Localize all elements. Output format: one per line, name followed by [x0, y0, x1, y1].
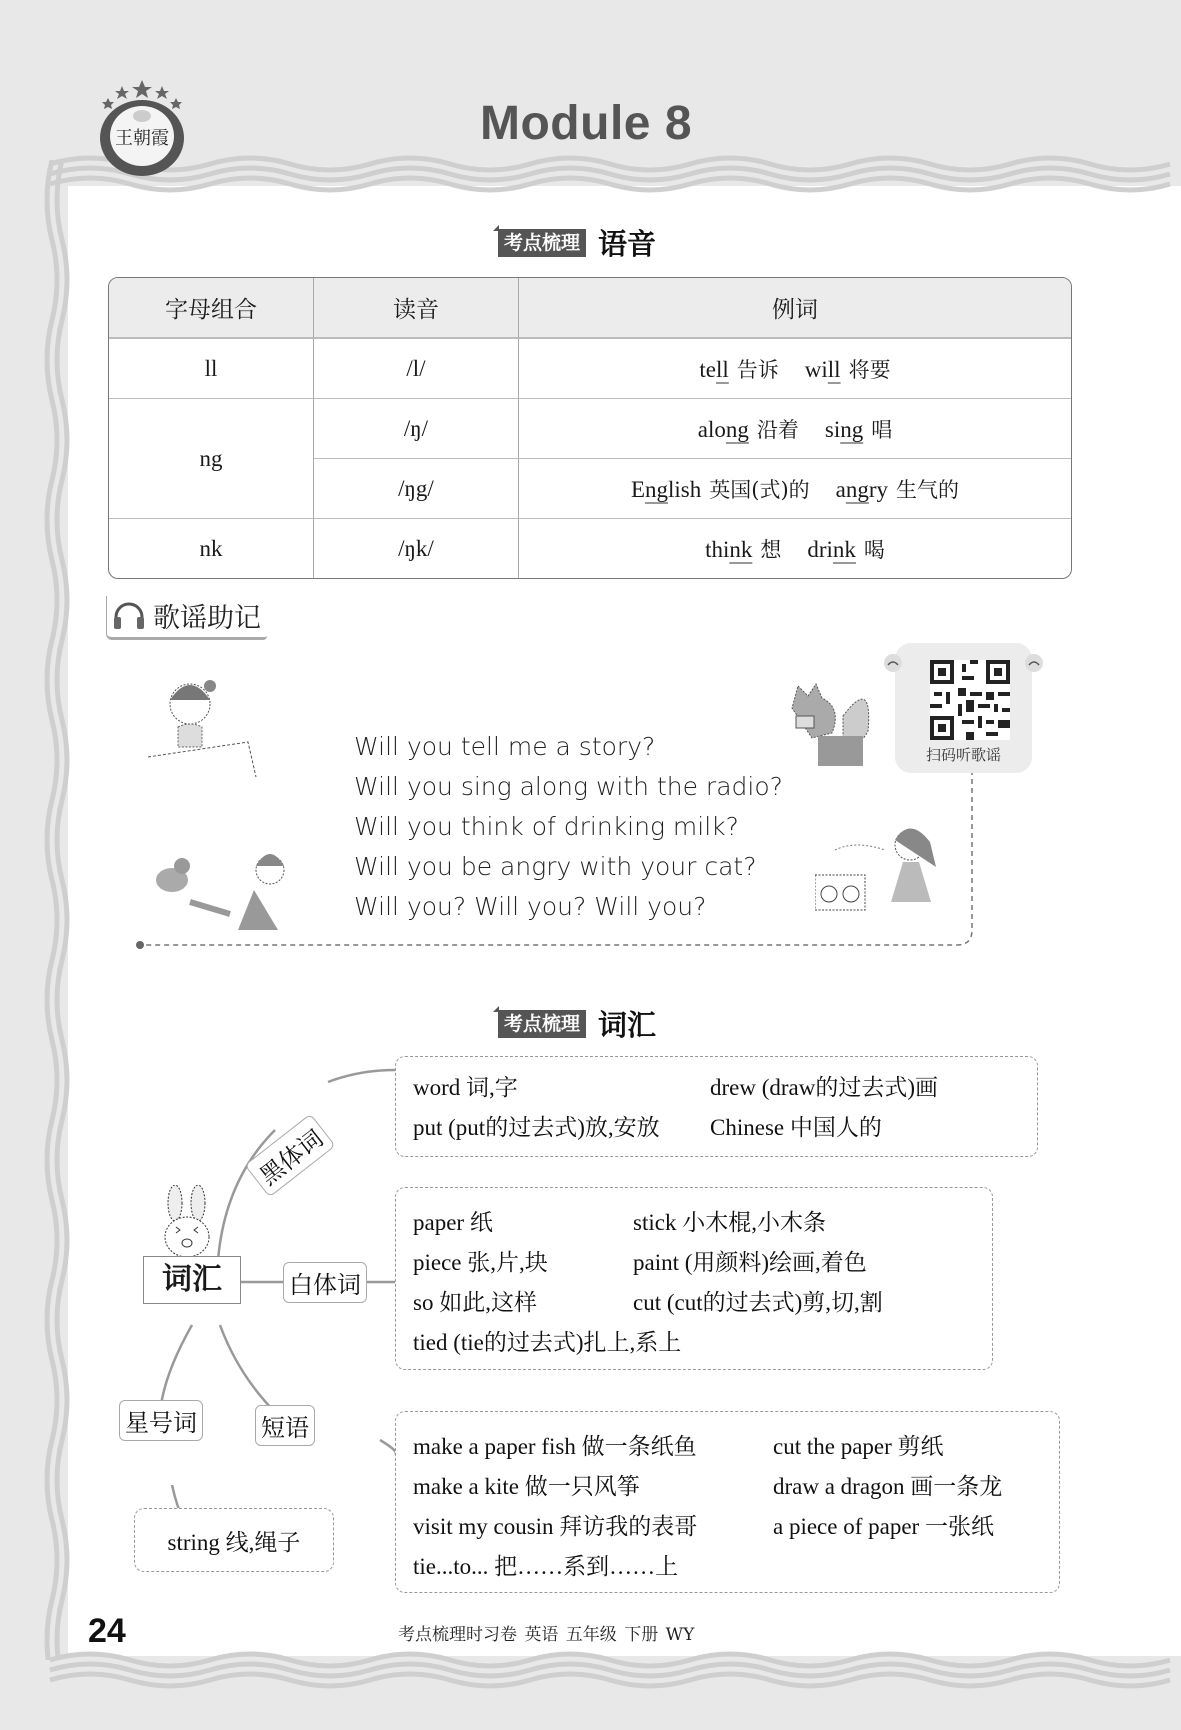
vocab-row: [413, 1320, 992, 1360]
vocab-row: [413, 1464, 1059, 1504]
book-info: 考点梳理时习卷 英语 五年级 下册 WY: [398, 1625, 695, 1645]
vocab-entry: visit my cousin 拜访我的表哥: [413, 1513, 698, 1539]
vocab-section-heading: [498, 1003, 656, 1044]
examples-cell: [519, 339, 1071, 399]
meaning: 唱: [871, 417, 893, 442]
example-word: [836, 477, 959, 502]
underlined-letters: ll: [827, 356, 841, 382]
star-word: string 线,绳子: [167, 1529, 301, 1555]
underlined-letters: ll: [716, 356, 729, 382]
vocab-entry: tied (tie的过去式)扎上,系上: [413, 1329, 682, 1355]
meaning: 沿着: [756, 417, 799, 442]
sound-cell: /ŋ/: [314, 399, 519, 459]
word-part: E: [630, 476, 646, 502]
phonics-table: [108, 277, 1072, 579]
meaning: 生气的: [896, 477, 960, 502]
lyric-line: Will you tell me a story?: [354, 732, 656, 761]
vocab-entry: paint (用颜料)绘画,着色: [633, 1249, 867, 1275]
vocab-entry: piece 张,片,块: [413, 1249, 548, 1275]
column-header: 例词: [519, 278, 1071, 339]
table-row: [109, 399, 1071, 459]
vocab-entry: word 词,字: [413, 1074, 518, 1100]
svg-text:王朝霞: 王朝霞: [115, 128, 169, 149]
vocab-entry: so 如此,这样: [413, 1289, 537, 1315]
section-title: 词汇: [598, 1008, 657, 1042]
branch-bold-words: 黑体词: [244, 1113, 335, 1197]
bottom-wave-border: [0, 1650, 1181, 1690]
example-word: [805, 357, 891, 382]
sound-cell: /ŋk/: [314, 519, 519, 578]
vocab-entry: Chinese 中国人的: [710, 1114, 882, 1140]
underlined-letters: ng: [725, 416, 749, 442]
example-word: [807, 537, 885, 562]
table-row: [109, 339, 1071, 399]
branch-star-words: 星号词: [119, 1400, 203, 1441]
meaning: 告诉: [736, 357, 779, 382]
vocab-row: [413, 1544, 1059, 1584]
song-lyrics: [354, 727, 783, 927]
underlined-letters: ng: [845, 476, 869, 502]
vocab-row: [413, 1105, 1037, 1145]
vocab-entry: draw a dragon 画一条龙: [773, 1473, 1003, 1499]
vocab-entry: a piece of paper 一张纸: [773, 1513, 994, 1539]
lyric-line: Will you? Will you? Will you?: [354, 892, 707, 921]
example-word: [705, 537, 781, 562]
underlined-letters: ng: [645, 476, 669, 502]
examples-cell: [519, 459, 1071, 519]
qr-code-label: 扫码听歌谣: [925, 746, 1001, 764]
word-part: si: [824, 416, 841, 442]
underlined-letters: ng: [840, 416, 864, 442]
table-header-row: [109, 278, 1071, 339]
vocab-row: [413, 1200, 992, 1240]
lyric-line: Will you be angry with your cat?: [354, 852, 757, 881]
sound-cell: /l/: [314, 339, 519, 399]
bold-words-box: [395, 1056, 1038, 1157]
song-section-heading: [106, 596, 267, 640]
example-word: [699, 357, 778, 382]
word-part: thi: [705, 536, 730, 562]
branch-phrases: 短语: [255, 1405, 315, 1446]
vocab-row: [413, 1280, 992, 1320]
vocab-entry: make a kite 做一只风筝: [413, 1473, 640, 1499]
word-part: dri: [807, 536, 833, 562]
underlined-letters: nk: [832, 536, 856, 562]
vocab-entry: drew (draw的过去式)画: [710, 1074, 939, 1100]
vocab-entry: make a paper fish 做一条纸鱼: [413, 1433, 697, 1459]
qr-code-card[interactable]: [895, 643, 1032, 773]
section-title: 语音: [598, 227, 657, 261]
mind-map-center-node: 词汇: [143, 1256, 241, 1304]
column-header: 字母组合: [109, 278, 314, 339]
phrases-box: [395, 1411, 1060, 1593]
meaning: 将要: [848, 357, 891, 382]
meaning: 想: [760, 537, 782, 562]
fox-reading-illustration: [778, 676, 883, 771]
left-wave-border: [44, 160, 74, 1660]
qr-code-icon: [930, 660, 1010, 740]
vocab-entry: paper 纸: [413, 1209, 493, 1235]
rabbit-icon: [150, 1185, 224, 1261]
column-header: 读音: [314, 278, 519, 339]
example-word: [698, 417, 799, 442]
card-tab-left: [883, 653, 903, 673]
word-part: ry: [868, 476, 889, 502]
word-part: lish: [668, 476, 702, 502]
examples-cell: [519, 519, 1071, 578]
vocab-row: [413, 1240, 992, 1280]
sound-cell: /ŋg/: [314, 459, 519, 519]
examples-cell: [519, 399, 1071, 459]
vocab-entry: cut (cut的过去式)剪,切,割: [633, 1289, 883, 1315]
letter-combo-cell: nk: [109, 519, 314, 578]
vocab-entry: cut the paper 剪纸: [773, 1433, 944, 1459]
meaning: 英国(式)的: [709, 477, 810, 502]
publisher-logo: [96, 78, 188, 178]
word-part: alo: [697, 416, 726, 442]
section-badge: 考点梳理: [498, 1010, 586, 1038]
underlined-letters: nk: [729, 536, 753, 562]
module-title: Module 8: [480, 97, 693, 150]
letter-combo-cell: ng: [109, 399, 314, 519]
vocab-entry: tie...to... 把……系到……上: [413, 1553, 679, 1579]
word-part: a: [835, 476, 846, 502]
vocab-entry: stick 小木棍,小木条: [633, 1209, 826, 1235]
lyric-line: Will you sing along with the radio?: [354, 772, 783, 801]
page-number: 24: [88, 1612, 126, 1650]
word-part: wi: [804, 356, 828, 382]
table-row: [109, 519, 1071, 578]
branch-plain-words: 白体词: [283, 1262, 367, 1303]
example-word: [825, 417, 892, 442]
vocab-row: [413, 1065, 1037, 1105]
girl-with-radio-illustration: [815, 820, 955, 930]
song-heading-text: 歌谣助记: [153, 603, 261, 634]
headphones-icon: [111, 602, 147, 630]
section-badge: 考点梳理: [498, 229, 586, 257]
letter-combo-cell: ll: [109, 339, 314, 399]
lyric-line: Will you think of drinking milk?: [354, 812, 739, 841]
girl-reading-illustration: [148, 672, 263, 782]
plain-words-box: [395, 1187, 993, 1370]
star-words-box: [134, 1508, 334, 1572]
word-part: te: [699, 356, 717, 382]
phonics-section-heading: [498, 222, 656, 263]
card-tab-right: [1024, 653, 1044, 673]
vocab-entry: put (put的过去式)放,安放: [413, 1114, 660, 1140]
girl-and-cat-illustration: [150, 840, 310, 950]
example-word: [631, 477, 810, 502]
vocab-row: [413, 1424, 1059, 1464]
meaning: 喝: [863, 537, 885, 562]
vocab-row: [413, 1504, 1059, 1544]
